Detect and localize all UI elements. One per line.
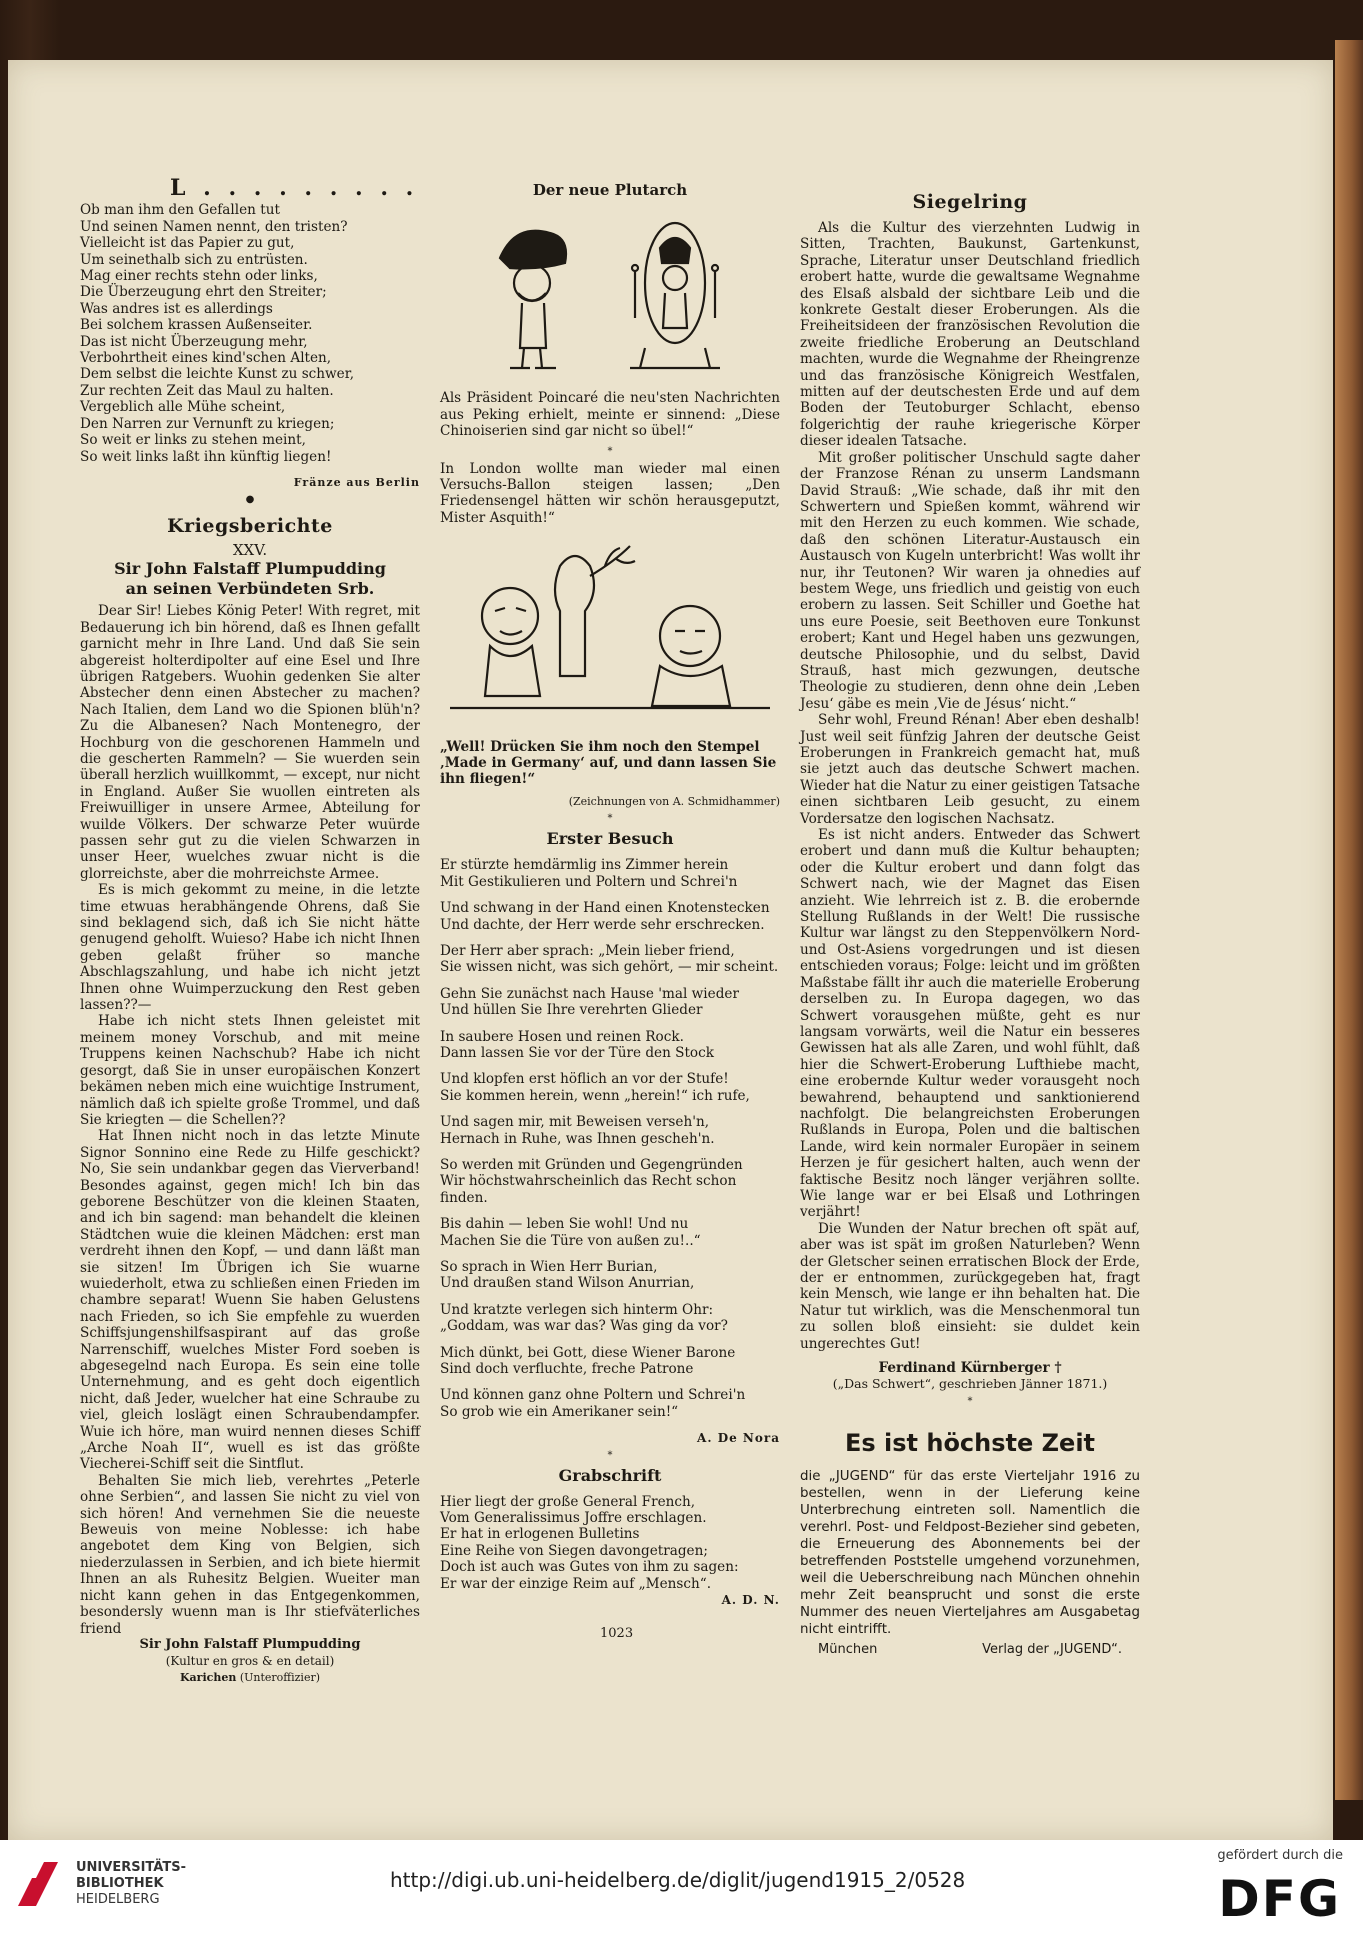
poem-stanza: Und kratzte verlegen sich hinterm Ohr: „Goddam, was war das? Was ging da vor? (440, 1301, 728, 1335)
essay-paragraph: Die Wunden der Natur brechen oft spät auf, aber was ist spät im großen Naturleben? Wenn der Gletscher seinen erratischen Block der Erde, der er entnommen, zurückgegeben hat, fragt kein Mensch, wie lange er ihn behalten hat. Die Natur tut wirklich, was die Menschenmoral tun zu sollen bloß einsieht: sie duldet kein ungerechtes Gut! (800, 1220, 1140, 1352)
page-url[interactable]: http://digi.ub.uni-heidelberg.de/diglit/jugend1915_2/0528 (390, 1868, 966, 1892)
funded-by-label: gefördert durch die (1217, 1848, 1343, 1863)
author-rank: (Unteroffizier) (239, 1670, 321, 1684)
erster-besuch-signature: A. De Nora (697, 1431, 780, 1446)
poem-signature: Fränze aus Berlin (293, 475, 420, 489)
illustrator-credit: (Zeichnungen von A. Schmidhammer) (568, 794, 780, 808)
poem-stanza: Und schwang in der Hand einen Knotenstecken Und dachte, der Herr werde sehr erschrecken. (440, 900, 770, 933)
siegelring-body (800, 220, 1140, 1352)
notice-city: München (818, 1641, 878, 1657)
university-library-logo-icon (14, 1854, 64, 1914)
middle-column (440, 180, 780, 1609)
letter-signature-2: (Kultur en gros & en detail) (165, 1654, 335, 1669)
viewer-footer (0, 1840, 1363, 1935)
library-name-line1: UNIVERSITÄTS- (76, 1860, 186, 1875)
section-number: XXV. (232, 541, 268, 560)
poem-line: Und seinen Namen nennt, den tristen? (80, 218, 348, 235)
poem-line: Verbohrtheit eines kind'schen Alten, (80, 350, 332, 367)
letter-paragraph: Dear Sir! Liebes König Peter! With regret, mit Bedauerung ich bin hörend, daß es Ihnen gefallt garnicht mehr in Ihre Land. Und daß Sie sein abgereist holterdipolter auf eine Esel und Ihre übrigen Ratgebers. Wuohin gedenken Sie alter Abstecher denn einen Abstecher zu machen? Nach Italien, dem Land wo die Spionen blüh'n? Zu die Albanesen? Nach Montenegro, der Hochburg von die geschorenen Hammeln und die gescherten Rammeln? — Sie wuerden sein überall herzlich wuillkommt, — except, nur nicht in England. Außer Sie wuollen eintreten als Freiwuilliger in unsere Armee, Abteilung for wuilde Völkers. Der schwarze Peter wuürde passen sehr gut zu die vielen Schwarzen in unser Heer, wuelches zwuar nicht is die glorreichste, aber die mohrreichste Armee. (80, 603, 420, 882)
essay-paragraph: Sehr wohl, Freund Rénan! Aber eben deshalb! Just weil seit fünfzig Jahren der deutsche Geist Eroberungen in Frankreich gemacht hat, muß sie jetzt auch das deutsche Schwert machen. Wieder hat die Natur zu einer geistigen Tatsache einen sichtbaren Leib gesucht, zu einem Vordersatze den logischen Nachsatz. (800, 712, 1140, 827)
poem-stanza: In saubere Hosen und reinen Rock. Dann lassen Sie vor der Türe den Stock (440, 1028, 714, 1061)
plutarch-text-2: In London wollte man wieder mal einen Versuchs-Ballon steigen lassen; „Den Friedensengel hätten wir schön herausgeputzt, Mister Asquith!“ (440, 460, 780, 526)
letter-paragraph: Hat Ihnen nicht noch in das letzte Minute Signor Sonnino eine Rede zu Hilfe geschickt? No, Sie sein undankbar gegen das Vierverband! Besondes against, gegen mich! Ich bin das geborene Beschützer von die kleinen Staaten, and ich bin sagend: man behandelt die kleinen Städtchen wuie die kleinen Mädchen: erst man verdreht ihnen den Kopf, — und dann läßt man sie sitzen! Im Übrigen ich Sie wuarne wuiederholt, etwa zu schließen einen Frieden im chambre separat! Wuenn Sie haben Gelustens nach Frieden, so ich Sie empfehle zu wuerden Schiffsjungenshilfsaspirant auf das große Narrenschiff, wuelches Mister Ford soeben is abgesegelnd nach Europa. Es sein eine tolle Unternehmung, and es geht doch eigentlich nicht, daß Jeder, wuelcher hat eine Schraube zu viel, gleich loslägt einen Schraubendampfer. Wuie ich höre, man wuird nennen dieses Schiff „Arche Noah II“, wuell es ist das größte Viecherei-Schiff seit die Sintflut. (80, 1128, 420, 1473)
poem-line: Den Narren zur Vernunft zu kriegen; (80, 415, 335, 432)
separator-star: * (607, 445, 613, 457)
plutarch-title: Der neue Plutarch (532, 181, 688, 199)
poem-stanza: Gehn Sie zunächst nach Hause 'mal wieder Und hüllen Sie Ihre verehrten Glieder (440, 985, 739, 1019)
poem-line: Vergeblich alle Mühe scheint, (80, 399, 286, 416)
poem-line: Vielleicht ist das Papier zu gut, (80, 235, 295, 252)
poem-line: Das ist nicht Überzeugung mehr, (80, 333, 308, 350)
poem-stanza: Und können ganz ohne Poltern und Schrei'n So grob wie ein Amerikaner sein!“ (440, 1387, 746, 1420)
author-name: Karichen (179, 1670, 237, 1684)
library-name (76, 1860, 186, 1908)
poem-line: Um seinethalb sich zu entrüsten. (80, 251, 308, 268)
poem-line: So weit er links zu stehen meint, (80, 432, 306, 449)
library-name-line2: BIBLIOTHEK (76, 1876, 164, 1891)
poem-stanza: Er stürzte hemdärmlig ins Zimmer herein Mit Gestikulieren und Poltern und Schrei'n (440, 857, 738, 890)
poem-line: Was andres ist es allerdings (80, 300, 273, 317)
grabschrift-title: Grabschrift (558, 1465, 662, 1485)
poem-stanza: Und klopfen erst höflich an vor der Stufe! Sie kommen herein, wenn „herein!“ ich rufe, (440, 1071, 750, 1104)
poem-line: Ob man ihm den Gefallen tut (80, 202, 280, 219)
poem-line: Zur rechten Zeit das Maul zu halten. (80, 382, 334, 399)
section-subtitle-2: an seinen Verbündeten Srb. (125, 579, 375, 599)
section-subtitle: Sir John Falstaff Plumpudding (114, 559, 386, 579)
poincare-illustration (440, 208, 780, 378)
letter-paragraph: Behalten Sie mich lieb, verehrtes „Peterle ohne Serbien“, and lassen Sie nicht zu viel von sich hören! And vernehmen Sie die neueste Beweuis von meine Noblesse: ich habe angebotet dem King von Belgien, sich niederzulassen in Serbien, and ich biete hiermit Ihnen an als Ruhesitz Belgien. Wueiter man nicht kann gehen in das Entgegenkommen, besondersly wuenn man is Ihr stiefväterliches friend (80, 1472, 420, 1637)
grabschrift-poem: Hier liegt der große General French, Vom Generalissimus Joffre erschlagen. Er hat in erlogenen Bulletins Eine Reihe von Siegen davongetragen; Doch ist auch was Gutes von ihm zu sagen: Er war der einzige Reim auf „Mensch“. (440, 1493, 739, 1592)
left-column (80, 175, 420, 1686)
notice-text: die „JUGEND“ für das erste Vierteljahr 1916 zu bestellen, wenn in der Lieferung keine Unterbrechung eintreten soll. Namentlich die verehrl. Post- und Feldpost-Bezieher sind gebeten, die Erneuerung des Abonnements bei der betreffenden Poststelle umgehend vorzunehmen, weil die Ueberschreibung nach München ohnehin mehr Zeit beansprucht und sonst die erste Nummer des neuen Vierteljahres am Ausgabetag nicht eintrifft. (800, 1468, 1140, 1637)
book-edge (1335, 40, 1363, 1800)
library-name-line3: HEIDELBERG (76, 1892, 160, 1907)
notice-publisher: Verlag der „JUGEND“. (982, 1641, 1122, 1657)
poem-line: Die Überzeugung ehrt den Streiter; (80, 284, 327, 301)
grabschrift-signature: A. D. N. (721, 1593, 780, 1608)
plutarch-text-1: Als Präsident Poincaré die neu'sten Nachrichten aus Peking erhielt, meinte er sinnend: „Diese Chinoiserien sind gar nicht so übel!“ (440, 390, 780, 440)
separator-star-3: * (607, 1449, 613, 1461)
section-title-kriegsberichte: Kriegsberichte (167, 515, 333, 538)
siegelring-author: Ferdinand Kürnberger † (878, 1360, 1062, 1377)
siegelring-source: („Das Schwert“, geschrieben Jänner 1871.) (832, 1376, 1108, 1392)
separator-dot: ● (245, 494, 255, 506)
essay-paragraph: Als die Kultur des vierzehnten Ludwig in Sitten, Trachten, Baukunst, Gartenkunst, Sprache, Literatur unser Deutschland friedlich erobert hatte, wurde die gewaltsame Wegnahme des Elsaß alsbald der sichtbare Leib und die konkrete Gestalt dieser Eroberungen. Als die Freiheitsideen der französischen Revolution die zweite friedliche Eroberung an Deutschland machten, wurde die Wegnahme der Rheingrenze und das französische Königreich Westfalen, mitten auf der deutschesten Erde und auf dem Boden der Teutoburger Schlacht, ebenso folgerichtig der rauhe kriegerische Körper dieser idealen Tatsache. (800, 220, 1140, 450)
poem-line: So weit links laßt ihn künftig liegen! (80, 448, 332, 465)
poem-stanza: Mich dünkt, bei Gott, diese Wiener Barone Sind doch verfluchte, freche Patrone (440, 1344, 736, 1378)
essay-paragraph: Mit großer politischer Unschuld sagte daher der Franzose Rénan zu unserm Landsmann David Strauß: „Wie schade, daß ihr mit den Schwertern und Spießen kommt, während wir mit den Herzen zu euch kommen. Wie schade, daß den schönen Literatur-Austausch ein Austausch von Kugeln unterbricht! Was wollt ihr nur, ihr Teutonen? Wir waren ja ohnedies auf bestem Wege, uns friedlich und geistig von euch erobern zu lassen. Seit Schiller und Goethe hat uns eure Poesie, seit Beethoven eure Tonkunst erobert; Kant und Hegel haben uns gezwungen, deutsche Philosophie, und du selbst, David Strauß, hast mich gezwungen, deutsche Theologie zu studieren, denn ohne dein ‚Leben Jesu‘ gäbe es mein ‚Vie de Jésus‘ nicht.“ (800, 449, 1140, 712)
erster-besuch-poem (440, 857, 780, 1420)
page-number: 1023 (600, 1626, 634, 1641)
poem-line: Dem selbst die leichte Kunst zu schwer, (80, 366, 355, 383)
separator-star-4: * (967, 1395, 973, 1407)
poem-title: L . . . . . . . . . (170, 175, 419, 201)
poem-stanza: Der Herr aber sprach: „Mein lieber friend, Sie wissen nicht, was sich gehört, — mir scheint. (440, 942, 779, 976)
letter-author (80, 1670, 420, 1686)
notice-title: Es ist höchste Zeit (844, 1428, 1096, 1457)
letter-paragraph: Es is mich gekommt zu meine, in die letzte time etwuas herabhängende Ohrens, daß Sie sind beklagend sich, daß ich Sie nicht hätte genugend geholft. Wuieso? Habe ich nicht Ihnen geben gelaßt früher so manche Abschlagszahlung, und habe ich nicht jetzt Ihnen ohne Wuimperzuckung den Rest geben lassen??— (80, 882, 420, 1014)
asquith-caption: „Well! Drücken Sie ihm noch den Stempel ‚Made in Germany‘ auf, und dann lassen Sie ihn fliegen!“ (440, 738, 777, 788)
letter-paragraph: Habe ich nicht stets Ihnen geleistet mit meinem money Vorschub, and mit meine Truppens keinen Nachschub? Habe ich nicht gesorgt, daß Sie in unser europäischen Konzert bekämen neben mich eine wuichtige Instrument, nämlich daß ich spielte große Trommel, und daß Sie kriegten — die Schellen?? (80, 1013, 420, 1128)
notice-footer (800, 1638, 1140, 1658)
essay-paragraph: Es ist nicht anders. Entweder das Schwert erobert und dann muß die Kultur behaupten; oder die Kultur erobert und dann folgt das Schwert nach, wie der Magnet das Eisen anzieht. Wie lehrreich ist z. B. die erobernde Stellung Rußlands in der Welt! Die russische Kultur war längst zu den Steppenvölkern Nord- und Ost-Asiens vorgedrungen und ist diesen entschieden voraus; Folge: leicht und im größten Maßstabe fällt ihr auch die materielle Eroberung derselben zu. In Europa dagegen, wo das Schwert vorausgehen müßte, geht es nur langsam vorwärts, weil die Natur ein besseres Gewissen hat als alle Zaren, und wohl fühlt, daß hier die Schwert-Eroberung Lufthiebe macht, eine erobernde Kultur weder vorausgeht noch bewahrend, behauptend und sanktionierend nachfolgt. Die belangreichsten Eroberungen Rußlands in Europa, Polen und die baltischen Lande, wird kein normaler Europäer in seinem Herzen je für gesichert halten, auch wenn der faktische Besitz noch länger verjähren sollte. Wie lange war er bei Elsaß und Lothringen verjährt! (800, 827, 1140, 1221)
right-column (800, 180, 1140, 1658)
poem-line: Bei solchem krassen Außenseiter. (80, 317, 313, 334)
separator-star-2: * (607, 813, 613, 825)
poem-stanza: Und sagen mir, mit Beweisen verseh'n, Hernach in Ruhe, was Ihnen gescheh'n. (440, 1114, 715, 1147)
poem-line: Mag einer rechts stehn oder links, (80, 268, 318, 285)
erster-besuch-title: Erster Besuch (546, 829, 674, 849)
poem-stanza: So werden mit Gründen und Gegengründen Wir höchstwahrscheinlich das Recht schon finden. (440, 1156, 743, 1206)
poem-stanza: So sprach in Wien Herr Burian, Und draußen stand Wilson Anurrian, (440, 1259, 695, 1292)
siegelring-title: Siegelring (912, 191, 1028, 213)
poem-stanza: Bis dahin — leben Sie wohl! Und nu Machen Sie die Türe von außen zu!..“ (440, 1216, 701, 1249)
asquith-illustration (440, 536, 780, 726)
letter-signature: Sir John Falstaff Plumpudding (139, 1636, 361, 1652)
letter-body (80, 603, 420, 1637)
dfg-logo: DFG (1218, 1870, 1341, 1928)
poem-body (80, 202, 420, 465)
